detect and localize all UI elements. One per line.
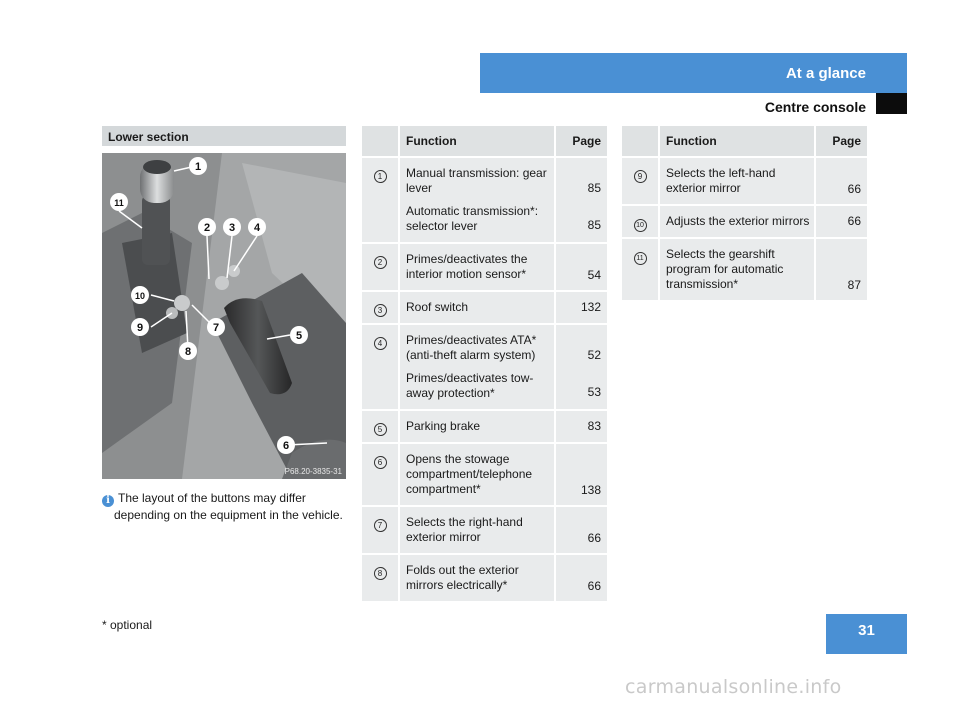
svg-text:9: 9 — [136, 322, 144, 334]
header-page: Page — [816, 126, 867, 158]
header-number — [622, 126, 660, 158]
header-function: Function — [400, 126, 556, 158]
callout-11 — [110, 193, 128, 211]
page-ref: 85 — [587, 181, 601, 195]
function-text: Automatic transmission*: selector lever — [406, 204, 539, 233]
function-text: Selects the right-hand exterior mirror — [406, 515, 523, 544]
header-function: Function — [660, 126, 816, 158]
table-row — [622, 206, 867, 239]
svg-text:5: 5 — [295, 330, 303, 342]
header-number — [362, 126, 400, 158]
page-ref: 66 — [847, 214, 861, 228]
section-title: Centre console — [764, 99, 866, 115]
info-line-2: depending on the equipment in the vehicle. — [114, 508, 343, 522]
footnote: * optional — [102, 618, 153, 632]
page-ref: 66 — [587, 531, 601, 545]
row-number: 10 — [634, 219, 647, 232]
function-text: Adjusts the exterior mirrors — [666, 214, 810, 228]
svg-text:2: 2 — [203, 222, 211, 234]
row-number: 4 — [374, 337, 387, 350]
function-text: Primes/deactivates ATA* (anti-theft alarm system) — [406, 333, 537, 362]
row-number: 9 — [634, 170, 647, 183]
info-icon: i — [102, 495, 114, 507]
page-ref: 66 — [587, 579, 601, 593]
page-ref: 54 — [587, 268, 601, 282]
page-ref: 53 — [587, 385, 601, 399]
photo-code: P68.20-3835-31 — [284, 467, 342, 476]
callout-3 — [223, 218, 241, 236]
row-number: 5 — [374, 423, 387, 436]
table-row — [362, 444, 607, 507]
svg-text:7: 7 — [212, 322, 220, 334]
function-text: Parking brake — [406, 419, 481, 433]
function-text: Primes/deactivates the interior motion sensor* — [406, 252, 528, 281]
row-number: 7 — [374, 519, 387, 532]
function-text: Selects the left-hand exterior mirror — [666, 166, 776, 195]
table-row — [362, 292, 607, 325]
callout-10 — [131, 286, 149, 304]
page-number-box — [826, 614, 907, 654]
callout-1 — [189, 157, 207, 175]
table-row — [362, 325, 607, 411]
callout-6 — [277, 436, 295, 454]
row-number: 2 — [374, 256, 387, 269]
info-line-1: The layout of the buttons may differ — [118, 491, 306, 505]
function-table-left — [362, 126, 607, 603]
svg-text:3: 3 — [228, 222, 236, 234]
centre-console-illustration — [102, 153, 346, 479]
table-row — [622, 239, 867, 302]
lower-section-header: Lower section — [102, 126, 346, 146]
svg-text:6: 6 — [282, 440, 290, 452]
table-row — [362, 411, 607, 444]
svg-text:11: 11 — [114, 198, 124, 208]
function-text: Selects the gearshift program for automatic transmission* — [666, 247, 784, 291]
row-number: 6 — [374, 456, 387, 469]
page-ref: 138 — [580, 483, 601, 497]
table-row — [622, 158, 867, 206]
page-ref: 52 — [587, 348, 601, 362]
page-number: 31 — [858, 622, 875, 639]
function-text: Roof switch — [406, 300, 469, 314]
svg-text:4: 4 — [253, 222, 261, 234]
callout-9 — [131, 318, 149, 336]
page-ref: 87 — [847, 278, 861, 292]
page-ref: 83 — [587, 419, 601, 433]
callout-2 — [198, 218, 216, 236]
page-ref: 132 — [580, 300, 601, 314]
function-table-right — [622, 126, 867, 302]
row-number: 8 — [374, 567, 387, 580]
table-header-row — [622, 126, 867, 158]
page-ref: 66 — [847, 182, 861, 196]
table-header-row — [362, 126, 607, 158]
row-number: 3 — [374, 304, 387, 317]
info-note — [102, 490, 352, 523]
callout-5 — [290, 326, 308, 344]
chapter-tab-label: At a glance — [785, 65, 866, 82]
callout-4 — [248, 218, 266, 236]
centre-console-photo — [102, 153, 346, 479]
function-text: Folds out the exterior mirrors electrically* — [406, 563, 519, 592]
row-number: 11 — [634, 252, 647, 265]
function-text: Opens the stowage compartment/telephone compartment* — [406, 452, 533, 496]
chapter-tab — [480, 53, 907, 93]
svg-text:10: 10 — [134, 291, 146, 301]
row-number: 1 — [374, 170, 387, 183]
svg-text:1: 1 — [194, 161, 202, 173]
thumb-index-marker — [876, 93, 907, 114]
callout-8 — [179, 342, 197, 360]
function-text: Primes/deactivates tow-away protection* — [406, 371, 534, 400]
table-row — [362, 244, 607, 292]
watermark: carmanualsonline.info — [625, 676, 842, 698]
function-text: Manual transmission: gear lever — [406, 166, 547, 195]
table-row — [362, 555, 607, 603]
table-row — [362, 507, 607, 555]
table-row — [362, 158, 607, 244]
page-ref: 85 — [587, 218, 601, 232]
svg-text:8: 8 — [184, 346, 192, 358]
header-page: Page — [556, 126, 607, 158]
callout-7 — [207, 318, 225, 336]
